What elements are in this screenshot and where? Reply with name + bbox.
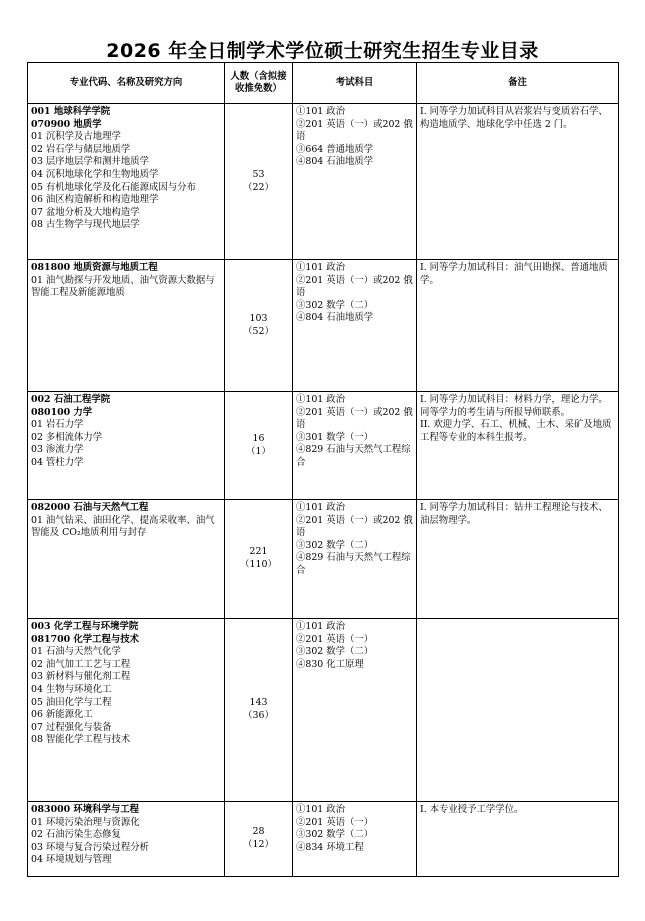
quota-recommended: （36） bbox=[243, 710, 274, 721]
research-direction: 03 层序地层学和测井地质学 bbox=[31, 156, 150, 168]
page-title: 2026 年全日制学术学位硕士研究生招生专业目录 bbox=[106, 40, 539, 62]
research-direction: 03 环境与复合污染过程分析 bbox=[31, 841, 150, 853]
exam-subject: ①101 政治 bbox=[296, 621, 345, 632]
notes-cell bbox=[417, 619, 619, 802]
note-text: I. 同等学力加试科目：钻井工程理论与技术、油层物理学。 bbox=[420, 502, 608, 526]
major-name: 082000 石油与天然气工程 bbox=[31, 502, 149, 513]
research-direction: 08 智能化学工程与技术 bbox=[31, 734, 131, 746]
research-direction: 07 盆地分析及大地构造学 bbox=[31, 206, 140, 218]
research-direction: 08 古生物学与现代地层学 bbox=[31, 219, 140, 231]
note-text: I. 同等学力加试科目从岩浆岩与变质岩石学、构造地质学、地球化学中任选 2 门。 bbox=[420, 106, 608, 130]
major-name: 081800 地质资源与地质工程 bbox=[31, 262, 158, 273]
exam-subject: ①101 政治 bbox=[296, 804, 345, 815]
note-text: I. 同等学力加试科目：材料力学，理论力学。同等学力的考生请与所报导师联系。 bbox=[420, 394, 608, 418]
header-row bbox=[28, 63, 619, 104]
exam-subject: ②201 英语（一）或202 俄语 bbox=[296, 118, 413, 143]
exam-subject: ②201 英语（一） bbox=[296, 816, 374, 828]
note-text: II. 欢迎力学、石工、机械、土木、采矿及地质工程等专业的本科生报考。 bbox=[420, 419, 612, 443]
research-direction: 01 油气钻采、油田化学、提高采收率、油气智能及 CO₂地质利用与封存 bbox=[31, 514, 215, 539]
exam-subject: ④804 石油地质学 bbox=[296, 156, 374, 168]
school-name: 002 石油工程学院 bbox=[31, 394, 111, 405]
quota-value: 28 bbox=[252, 826, 265, 838]
quota-value: 143 bbox=[249, 697, 268, 709]
major-cell bbox=[28, 619, 225, 802]
quota-cell bbox=[225, 104, 293, 260]
exam-subject: ②201 英语（一）或202 俄语 bbox=[296, 514, 413, 539]
research-direction: 05 有机地球化学及化石能源成因与分布 bbox=[31, 181, 196, 193]
exam-subject: ④830 化工原理 bbox=[296, 658, 364, 670]
header-major: 专业代码、名称及研究方向 bbox=[28, 63, 225, 104]
quota-recommended: （22） bbox=[243, 181, 274, 193]
research-direction: 02 多相流体力学 bbox=[31, 431, 103, 443]
quota-value: 16 bbox=[252, 432, 265, 444]
exam-subject: ①101 政治 bbox=[296, 394, 345, 405]
school-name: 003 化学工程与环境学院 bbox=[31, 621, 139, 632]
exam-subject: ④829 石油与天然气工程综合 bbox=[296, 444, 411, 468]
quota-recommended: （52） bbox=[243, 325, 274, 337]
table-row bbox=[28, 500, 619, 619]
exam-cell bbox=[293, 392, 417, 500]
quota-cell bbox=[225, 500, 293, 619]
research-direction: 02 油气加工工艺与工程 bbox=[31, 658, 131, 670]
exam-subject: ②201 英语（一）或202 俄语 bbox=[296, 406, 413, 431]
research-direction: 07 过程强化与装备 bbox=[31, 721, 112, 733]
note-text: I. 本专业授予工学学位。 bbox=[420, 804, 524, 815]
note-text: I. 同等学力加试科目：油气田勘探、普通地质学。 bbox=[420, 262, 608, 286]
table-row bbox=[28, 392, 619, 500]
exam-subject: ③301 数学（一） bbox=[296, 431, 374, 443]
research-direction: 01 环境污染治理与资源化 bbox=[31, 816, 140, 828]
quota-cell bbox=[225, 802, 293, 877]
research-direction: 06 油区构造解析和构造地理学 bbox=[31, 194, 159, 206]
quota-value: 221 bbox=[249, 546, 268, 558]
research-direction: 04 沉积地球化学和生物地质学 bbox=[31, 168, 159, 180]
major-name: 080100 力学 bbox=[31, 406, 93, 418]
research-direction: 05 油田化学与工程 bbox=[31, 696, 112, 708]
exam-cell bbox=[293, 802, 417, 877]
quota-recommended: （110） bbox=[240, 559, 277, 570]
quota-value: 53 bbox=[252, 168, 265, 180]
quota-cell bbox=[225, 260, 293, 392]
catalog-table bbox=[27, 62, 619, 877]
research-direction: 02 岩石学与储层地质学 bbox=[31, 143, 131, 155]
exam-cell bbox=[293, 619, 417, 802]
quota-cell bbox=[225, 392, 293, 500]
major-name: 081700 化学工程与技术 bbox=[31, 633, 140, 645]
quota-cell bbox=[225, 619, 293, 802]
table-row bbox=[28, 104, 619, 260]
header-notes: 备注 bbox=[417, 63, 619, 104]
notes-cell bbox=[417, 500, 619, 619]
exam-subject: ④829 石油与天然气工程综合 bbox=[296, 552, 411, 576]
exam-subject: ①101 政治 bbox=[296, 502, 345, 513]
table-row bbox=[28, 260, 619, 392]
exam-subject: ①101 政治 bbox=[296, 262, 345, 273]
quota-recommended: （1） bbox=[246, 445, 271, 457]
research-direction: 06 新能源化工 bbox=[31, 709, 93, 721]
quota-recommended: （12） bbox=[243, 839, 274, 850]
major-name: 083000 环境科学与工程 bbox=[31, 804, 140, 815]
major-cell bbox=[28, 500, 225, 619]
major-name: 070900 地质学 bbox=[31, 118, 102, 130]
exam-subject: ④834 环境工程 bbox=[296, 841, 364, 853]
research-direction: 04 生物与环境化工 bbox=[31, 683, 112, 695]
exam-cell bbox=[293, 500, 417, 619]
exam-subject: ②201 英语（一） bbox=[296, 633, 374, 645]
notes-cell bbox=[417, 260, 619, 392]
exam-subject: ④804 石油地质学 bbox=[296, 312, 374, 324]
exam-subject: ②201 英语（一）或202 俄语 bbox=[296, 274, 413, 299]
exam-subject: ③664 普通地质学 bbox=[296, 143, 374, 155]
exam-subject: ③302 数学（二） bbox=[296, 646, 374, 658]
research-direction: 01 石油与天然气化学 bbox=[31, 646, 121, 658]
table-row bbox=[28, 802, 619, 877]
exam-cell bbox=[293, 260, 417, 392]
major-cell bbox=[28, 260, 225, 392]
notes-cell bbox=[417, 104, 619, 260]
exam-subject: ③302 数学（二） bbox=[296, 539, 374, 551]
notes-cell bbox=[417, 392, 619, 500]
research-direction: 04 环境规划与管理 bbox=[31, 854, 112, 866]
school-name: 001 地球科学学院 bbox=[31, 106, 111, 117]
research-direction: 01 沉积学及古地理学 bbox=[31, 131, 121, 143]
research-direction: 01 油气勘探与开发地质、油气资源大数据与智能工程及新能源地质 bbox=[31, 274, 215, 299]
research-direction: 02 石油污染生态修复 bbox=[31, 829, 121, 841]
research-direction: 03 渗流力学 bbox=[31, 444, 84, 456]
research-direction: 01 岩石力学 bbox=[31, 419, 84, 431]
header-exam: 考试科目 bbox=[293, 63, 417, 104]
quota-value: 103 bbox=[249, 312, 268, 324]
notes-cell bbox=[417, 802, 619, 877]
exam-cell bbox=[293, 104, 417, 260]
research-direction: 03 新材料与催化剂工程 bbox=[31, 671, 131, 683]
exam-subject: ①101 政治 bbox=[296, 106, 345, 117]
table-row bbox=[28, 619, 619, 802]
exam-subject: ③302 数学（二） bbox=[296, 829, 374, 841]
major-cell bbox=[28, 392, 225, 500]
header-quota: 人数（含拟接收推免数） bbox=[225, 63, 293, 104]
major-cell bbox=[28, 802, 225, 877]
exam-subject: ③302 数学（二） bbox=[296, 299, 374, 311]
research-direction: 04 管柱力学 bbox=[31, 456, 84, 468]
major-cell bbox=[28, 104, 225, 260]
